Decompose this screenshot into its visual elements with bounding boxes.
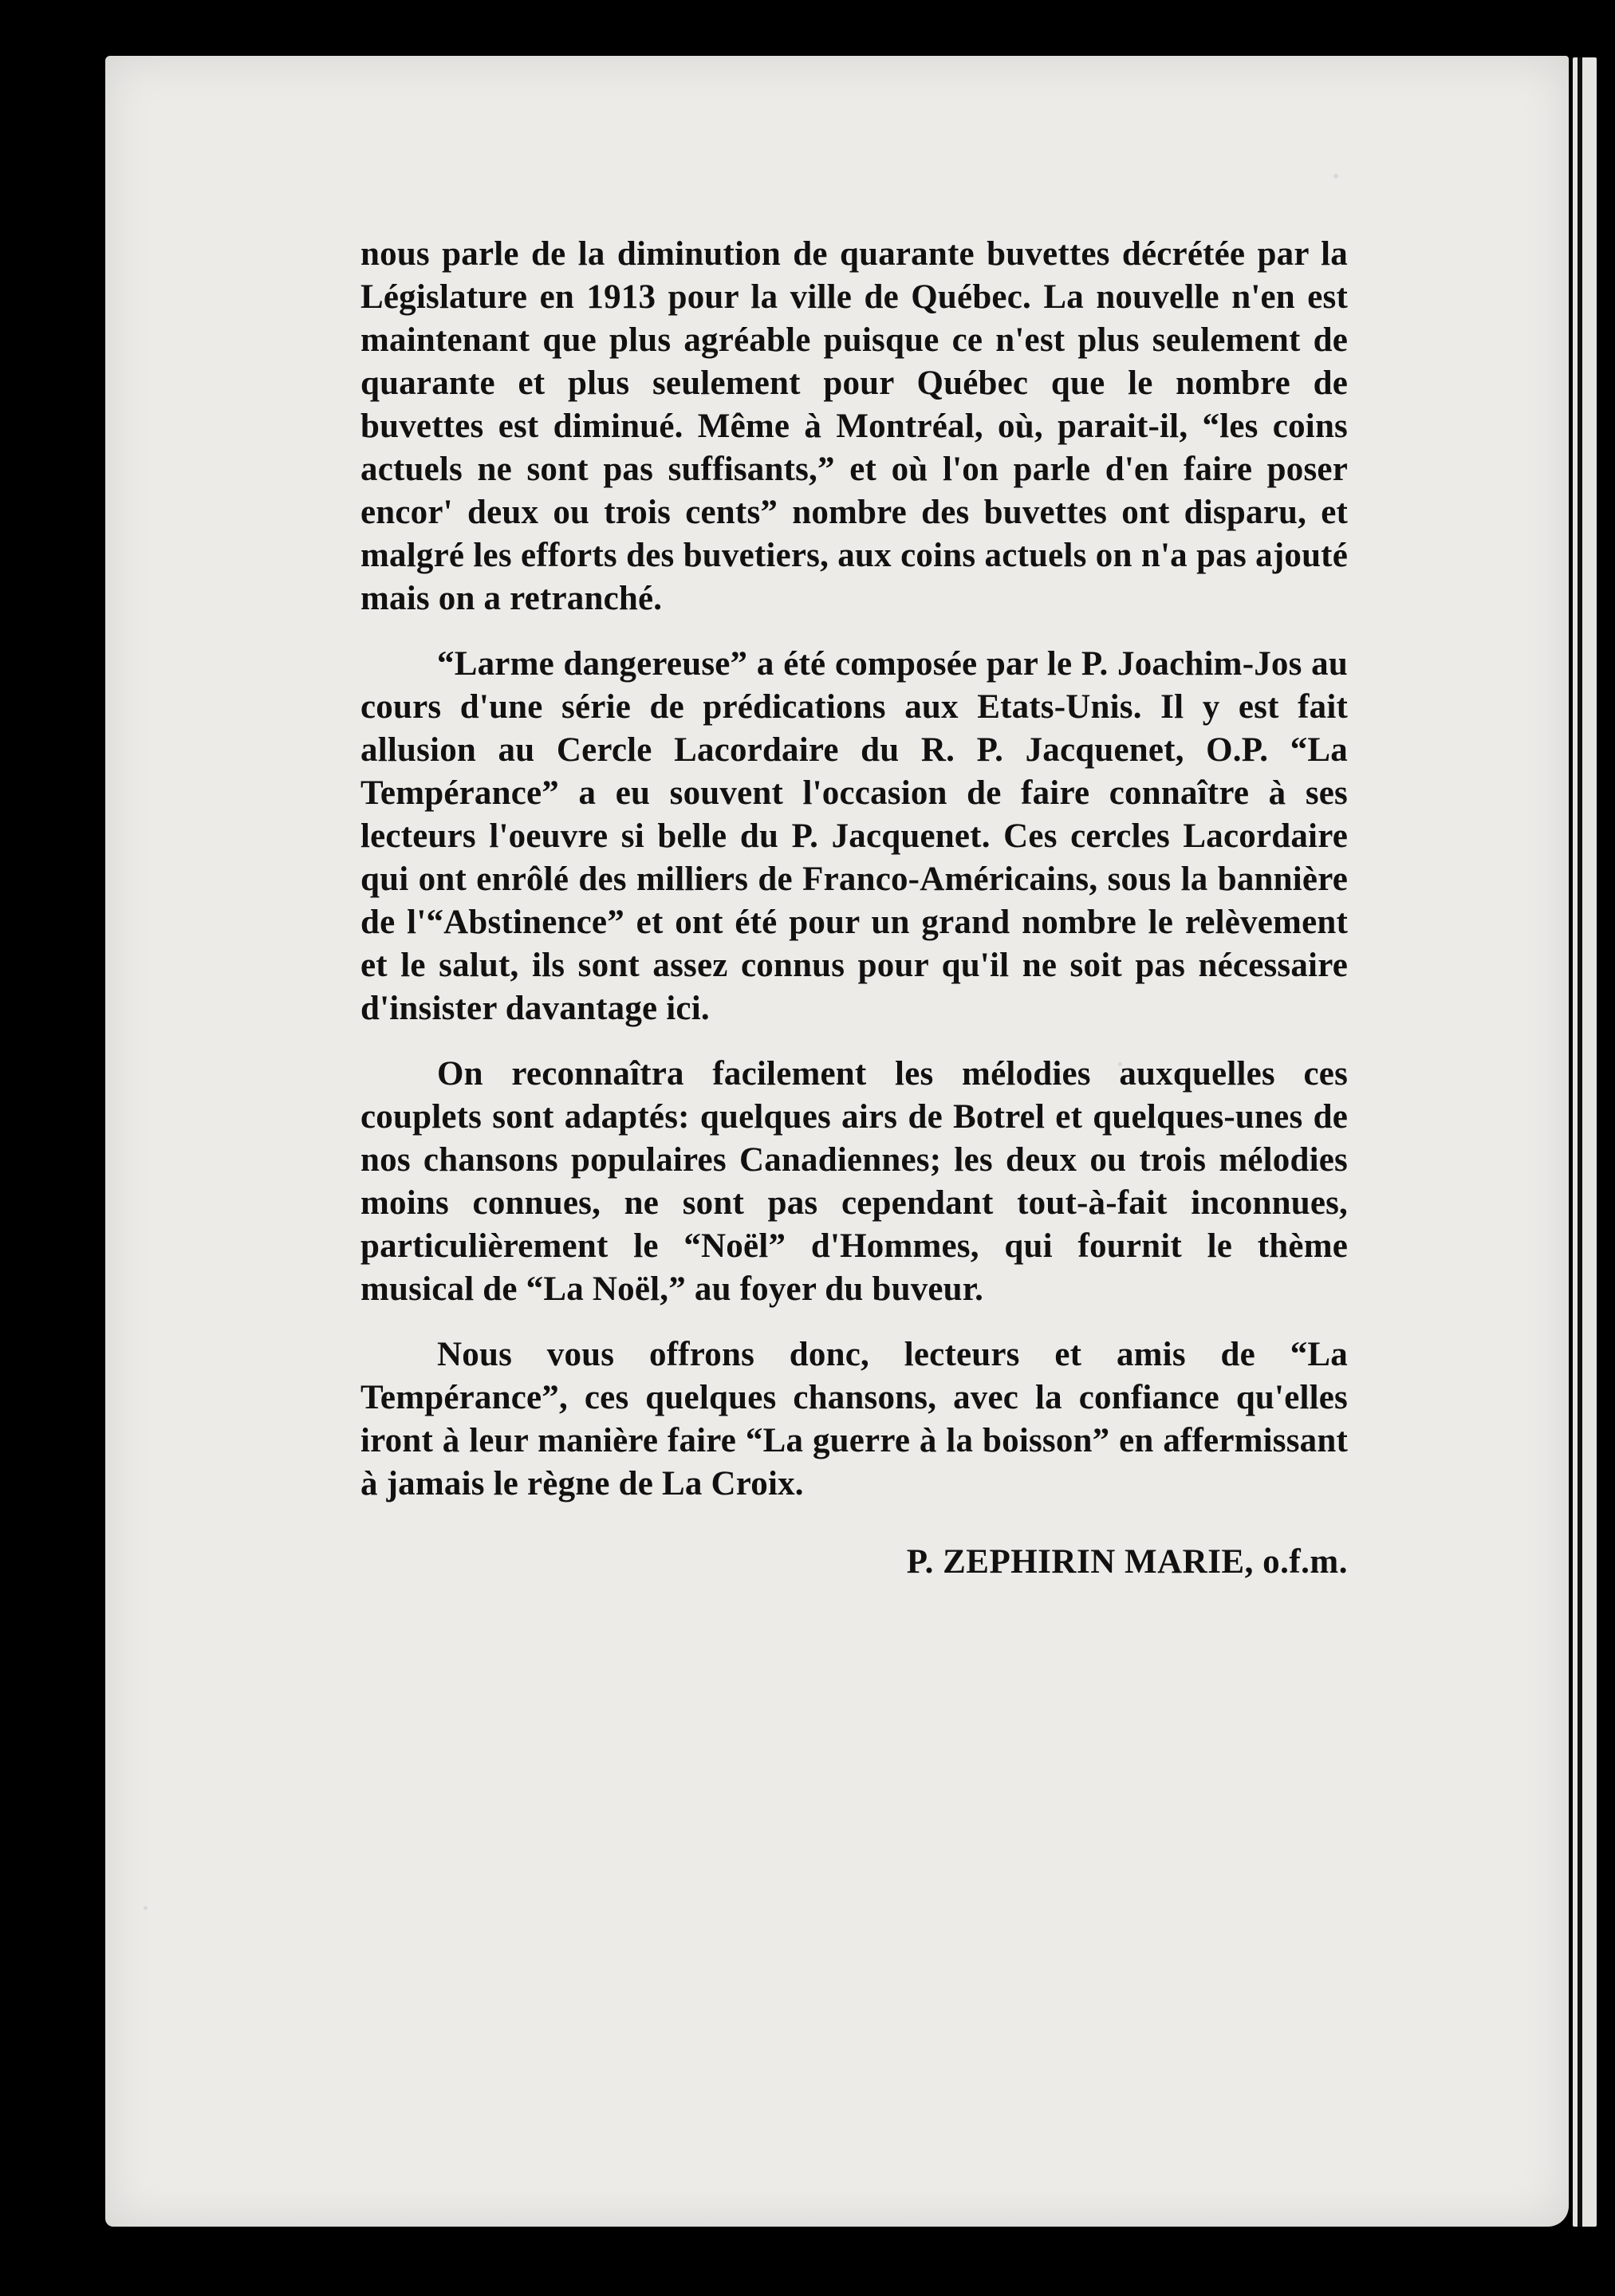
page-seam xyxy=(1578,57,1582,2227)
paragraph-1: nous parle de la diminution de quarante buvettes décrétée par la Législature en 1913 pour la ville de Québec. La nouvelle n'en est maintenant que plus agréable puisque ce n'est plus seulement de quarante et plus seulement pour Québec que le nombre de buvettes est diminué. Même à Montréal, où, parait-il, “les coins actuels ne sont pas suffisants,” et où l'on parle d'en faire poser encor' deux ou trois cents” nombre des buvettes ont disparu, et malgré les efforts des buvetiers, aux coins actuels on n'a pas ajouté mais on a retranché. xyxy=(360,235,1348,617)
paragraph-4: Nous vous offrons donc, lecteurs et amis de “La Tempérance”, ces quelques chansons, avec la confiance qu'elles iront à leur manière faire “La guerre à la boisson” en affermissant à jamais le règne de La Croix. xyxy=(360,1336,1348,1502)
adjacent-page-edge xyxy=(1573,57,1597,2227)
paragraph-2: “Larme dangereuse” a été composée par le P. Joachim-Jos au cours d'une série de prédications aux Etats-Unis. Il y est fait allusion au Cercle Lacordaire du R. P. Jacquenet, O.P. “La Tempérance” a eu souvent l'occasion de faire connaître à ses lecteurs l'oeuvre si belle du P. Jacquenet. Ces cercles Lacordaire qui ont enrôlé des milliers de Franco-Américains, sous la bannière de l'“Abstinence” et ont été pour un grand nombre le relèvement et le salut, ils sont assez connus pour qu'il ne soit pas nécessaire d'insister davantage ici. xyxy=(360,645,1348,1027)
paragraph-3: On reconnaîtra facilement les mélodies auxquelles ces couplets sont adaptés: quelques airs de Botrel et quelques-unes de nos chansons populaires Canadiennes; les deux ou trois mélodies moins connues, ne sont pas cependant tout-à-fait inconnues, particulièrement le “Noël” d'Hommes, qui fournit le thème musical de “La Noël,” au foyer du buveur. xyxy=(360,1055,1348,1308)
author-signature: P. ZEPHIRIN MARIE, o.f.m. xyxy=(906,1543,1348,1581)
paper-speck xyxy=(1333,174,1338,179)
paper-speck xyxy=(144,1906,148,1910)
document-body xyxy=(360,233,1348,1584)
